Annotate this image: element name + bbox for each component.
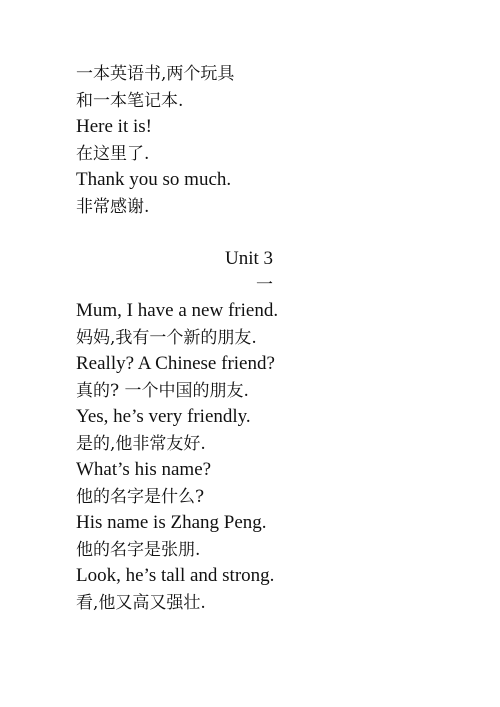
text-line-chinese: 和一本笔记本.: [76, 91, 184, 111]
text-line-english: Thank you so much.: [76, 169, 232, 190]
dialogue-line-english: Look, he’s tall and strong.: [76, 565, 275, 586]
dialogue-line-english: Yes, he’s very friendly.: [76, 406, 251, 427]
unit-subheading: 一: [256, 275, 273, 295]
text-line-english: Here it is!: [76, 116, 152, 137]
dialogue-line-english: What’s his name?: [76, 459, 212, 480]
text-line-chinese: 在这里了.: [76, 144, 150, 164]
dialogue-line-chinese: 真的? 一个中国的朋友.: [76, 381, 249, 401]
dialogue-line-chinese: 看,他又高又强壮.: [76, 593, 206, 613]
dialogue-line-chinese: 他的名字是张朋.: [76, 540, 201, 560]
dialogue-line-english: His name is Zhang Peng.: [76, 512, 267, 533]
unit-heading: Unit 3: [224, 248, 273, 269]
dialogue-line-chinese: 他的名字是什么?: [76, 487, 205, 507]
dialogue-line-english: Really? A Chinese friend?: [76, 353, 275, 374]
dialogue-line-chinese: 是的,他非常友好.: [76, 434, 206, 454]
dialogue-line-english: Mum, I have a new friend.: [76, 300, 279, 321]
dialogue-line-chinese: 妈妈,我有一个新的朋友.: [76, 328, 257, 348]
text-line-chinese: 非常感谢.: [76, 197, 150, 217]
text-line-chinese: 一本英语书,两个玩具: [76, 64, 235, 84]
